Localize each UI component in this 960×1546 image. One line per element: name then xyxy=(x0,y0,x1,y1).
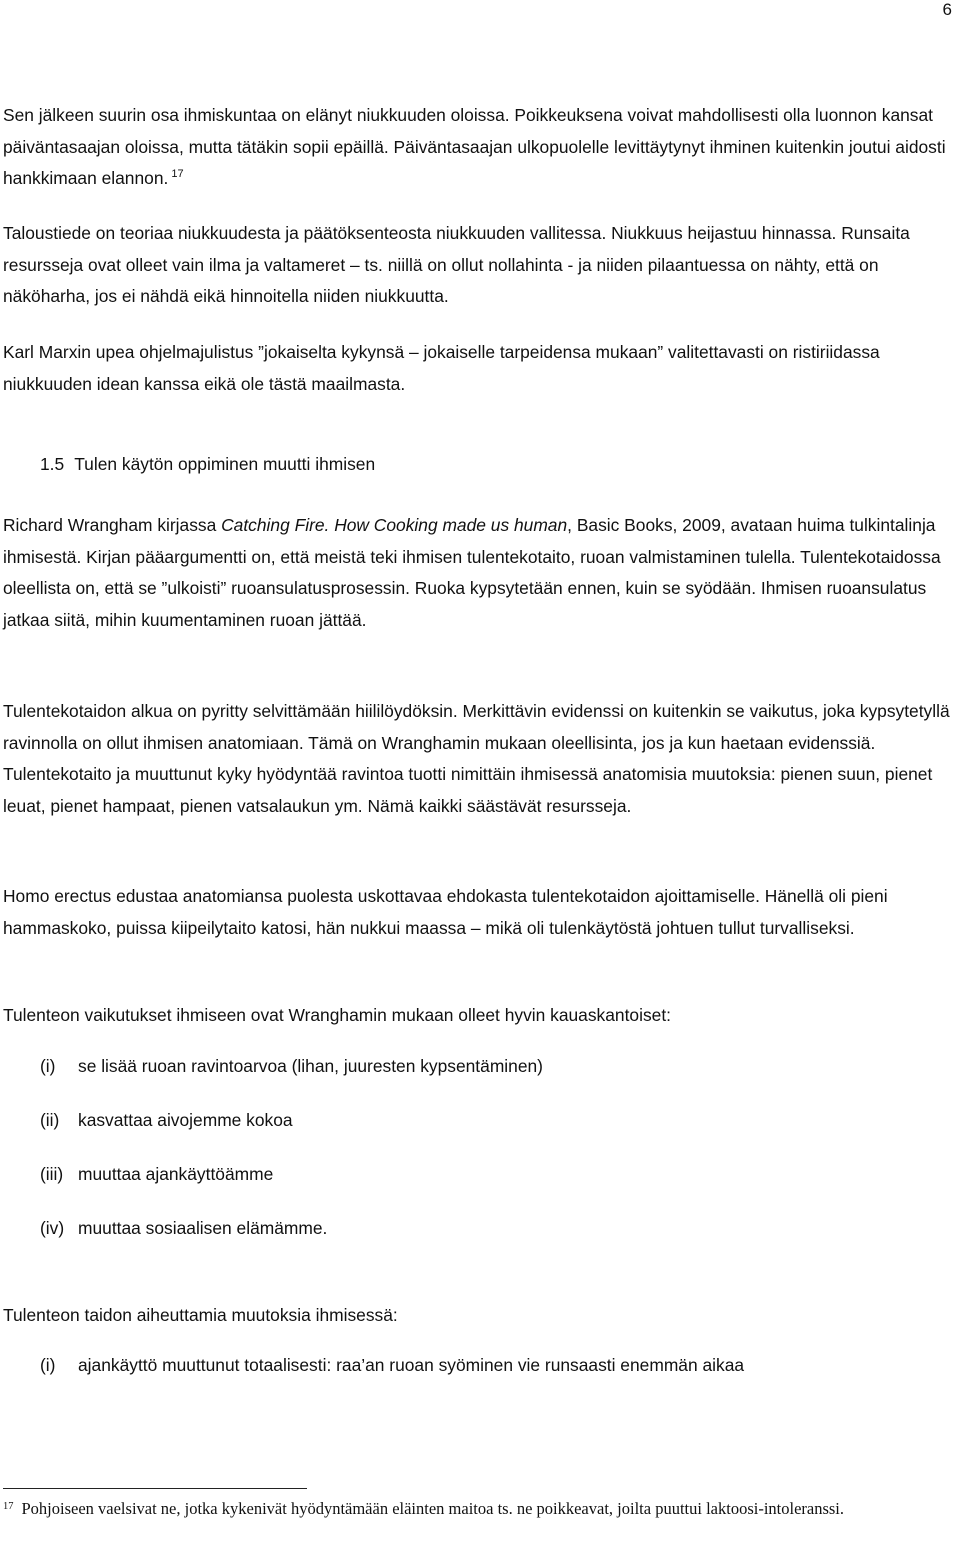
list-item xyxy=(40,1164,950,1185)
list-label: (iii) xyxy=(40,1164,64,1184)
list-item xyxy=(40,1218,950,1239)
list-label: (ii) xyxy=(40,1110,60,1130)
paragraph-text: Taloustiede on teoriaa niukkuudesta ja päätöksenteosta niukkuuden vallitessa. Niukkuus heijastuu hinnassa. Runsaita resursseja ovat olleet vain ilma ja valtameret – ts. niillä on ollut nollahinta - ja niiden pilaantuessa on nähty, että on näköharha, jos ei nähdä eikä hinnoitella niiden niukkuutta. xyxy=(3,223,910,306)
section-title: Tulen käytön oppiminen muutti ihmisen xyxy=(74,454,376,474)
paragraph-marx xyxy=(3,337,953,400)
paragraph-evidence xyxy=(3,696,953,822)
section-number: 1.5 xyxy=(40,454,65,474)
list-item xyxy=(40,1110,950,1131)
footnote-text: Pohjoiseen vaelsivat ne, jotka kykenivät hyödyntämään eläinten maitoa ts. ne poikkeavat, joilta puuttui laktoosi-intoleranssi. xyxy=(21,1499,845,1518)
paragraph-text: Tulentekotaidon alkua on pyritty selvittämään hiililöydöksin. Merkittävin evidenssi on kuitenkin se vaikutus, joka kypsytetyllä ravinnolla on ollut ihmisen anatomiaan. Tämä on Wranghamin mukaan oleellisinta, jos ja kun haetaan evidenssiä. Tulentekotaito ja muuttunut kyky hyödyntää ravintoa tuotti nimittäin ihmisessä anatomisia muutoksia: pienen suun, pienet leuat, pienet hampaat, pienen vatsalaukun ym. Nämä kaikki säästävät resursseja. xyxy=(3,701,950,816)
paragraph-text: , Basic Books, 2009, avataan huima tulkintalinja ihmisestä. Kirjan pääargumentti on, että meistä teki ihmisen tulentekotaito, ruoan valmistaminen tulella. Tulentekotaidossa oleellista on, että se ”ulkoisti” ruoansulatusprosessin. Ruoka kypsytetään ennen, kuin se syödään. Ihmisen ruoansulatus jatkaa siitä, mihin kuumentaminen ruoan jättää. xyxy=(3,515,941,630)
paragraph-text: Sen jälkeen suurin osa ihmiskuntaa on elänyt niukkuuden oloissa. Poikkeuksena voivat mahdollisesti olla luonnon kansat päiväntasaajan oloissa, mutta tätäkin sopii epäillä. Päiväntasaajan ulkopuolelle levittäytynyt ihminen kuitenkin joutui aidosti hankkimaan elannon. xyxy=(3,105,946,188)
section-heading xyxy=(40,454,375,475)
paragraph-changes-heading xyxy=(3,1300,953,1332)
list-text: muuttaa ajankäyttöämme xyxy=(78,1164,274,1184)
paragraph-text: Karl Marxin upea ohjelmajulistus ”jokaiselta kykynsä – jokaiselle tarpeidensa mukaan” valitettavasti on ristiriidassa niukkuuden idean kanssa eikä ole tästä maailmasta. xyxy=(3,342,880,394)
footnote-separator xyxy=(3,1488,307,1489)
paragraph-text: Richard Wrangham kirjassa xyxy=(3,515,222,535)
list-text: ajankäyttö muuttunut totaalisesti: raa’an ruoan syöminen vie runsaasti enemmän aikaa xyxy=(78,1355,745,1375)
footnote xyxy=(3,1497,943,1521)
list-item xyxy=(40,1056,950,1077)
list-text: kasvattaa aivojemme kokoa xyxy=(78,1110,293,1130)
footnote-number: 17 xyxy=(3,1501,14,1512)
book-title: Catching Fire. How Cooking made us human xyxy=(221,515,568,535)
paragraph-text: Tulenteon vaikutukset ihmiseen ovat Wranghamin mukaan olleet hyvin kauaskantoiset: xyxy=(3,1005,671,1025)
page-number: 6 xyxy=(942,0,952,19)
list-label: (iv) xyxy=(40,1218,65,1238)
paragraph-text: Tulenteon taidon aiheuttamia muutoksia ihmisessä: xyxy=(3,1305,398,1325)
list-label: (i) xyxy=(40,1355,56,1375)
list-text: se lisää ruoan ravintoarvoa (lihan, juuresten kypsentäminen) xyxy=(78,1056,543,1076)
list-text: muuttaa sosiaalisen elämämme. xyxy=(78,1218,328,1238)
list-item xyxy=(40,1355,950,1376)
paragraph-effects-intro xyxy=(3,1000,953,1032)
paragraph-economics xyxy=(3,218,953,313)
paragraph-homo-erectus xyxy=(3,881,953,944)
paragraph-scarcity-history xyxy=(3,100,953,195)
footnote-reference: 17 xyxy=(171,168,184,180)
list-label: (i) xyxy=(40,1056,56,1076)
paragraph-wrangham xyxy=(3,510,953,636)
paragraph-text: Homo erectus edustaa anatomiansa puolesta uskottavaa ehdokasta tulentekotaidon ajoittamiselle. Hänellä oli pieni hammaskoko, puissa kiipeilytaito katosi, hän nukkui maassa – mikä oli tulenkäytöstä johtuen tullut turvalliseksi. xyxy=(3,886,888,938)
